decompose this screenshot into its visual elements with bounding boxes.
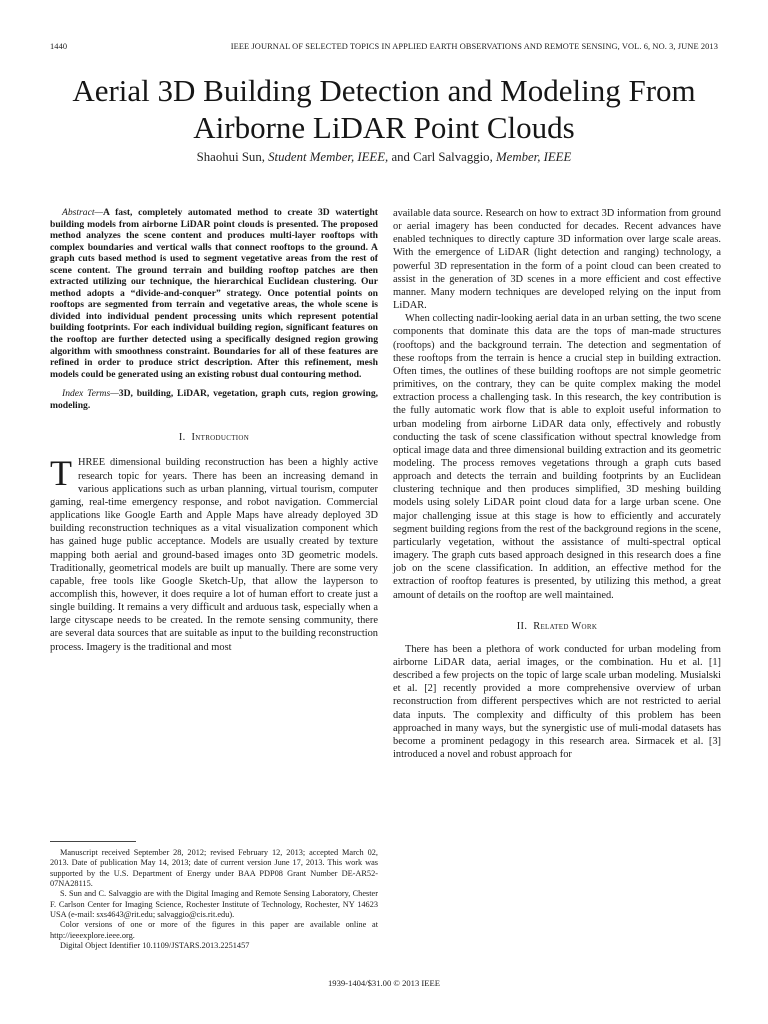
left-column (50, 207, 378, 654)
copyright-footer: 1939-1404/$31.00 © 2013 IEEE (327, 978, 441, 988)
author-conjunction: and (391, 150, 410, 164)
footnote-manuscript: Manuscript received September 28, 2012; revised February 12, 2013; accepted March 02, 2013. Date of publication May 14, 2013; date of current version June 17, 2013. This work was supported by the U.S. Department of Energy under BAA PDP08 Grant Number DE-AR52-07NA28115. (50, 848, 378, 889)
author-role: Student Member, IEEE, (268, 150, 389, 164)
journal-name: IEEE JOURNAL OF SELECTED TOPICS IN APPLIED EARTH OBSERVATIONS AND REMOTE SENSING, VOL. 6, NO. 3, JUNE 2013 (230, 42, 718, 51)
intro-paragraph-continued: available data source. Research on how to extract 3D information from ground or aerial imagery has been conducted for decades. Recent advances have enabled techniques to directly capture 3D information over large scale areas. With the emergence of LiDAR (light detection and ranging) technology, a powerful 3D representation in the form of a point cloud can been created to assist in the generation of 3D scenes in a more efficient and cost effective manner. Many modern techniques are developed relying on the input from LiDAR. (393, 208, 721, 312)
abstract-lead: Abstract— (62, 207, 104, 218)
abstract (50, 207, 378, 380)
related-paragraph: There has been a plethora of work conducted for urban modeling from airborne LiDAR data, aerial images, or the combination. Hu et al. [1] described a few projects on the topic of large scale urban modeling. Musialski et al. [2] recently provided a more comprehensive overview of urban reconstruction from different perspectives which are not restricted to aerial data inputs. The complexity and difficulty of this problem has been approached in many ways, but the synergistic use of muli-modal datasets has become a prominent pedagogy in this research area. Sirmacek et al. [3] introduced a novel and robust approach for (393, 643, 721, 761)
section-number: II. (516, 620, 528, 632)
author-name: Carl Salvaggio, (413, 150, 493, 164)
abstract-text: A fast, completely automated method to create 3D watertight building models from airborne LiDAR point clouds is presented. The proposed method analyzes the scene content and produces multi-layer rooftops with complex boundaries and vertical walls that connect rooftops to the ground. A graph cuts based method is used to segment vegetative areas from the rest of scene content. The ground terrain and building rooftop patches are then extracted utilizing our technique, the hierarchical Euclidean clustering. Our method adopts a “divide-and-conquer” strategy. Once potential points on rooftops are segmented from terrain and vegetative areas, the whole scene is divided into individual pendent processing units which represent potential building footprints. For each individual building region, significant features on the rooftop are further detected using a specifically designed region growing algorithm with smoothness constraint. Boundaries for all of these features are refined in order to produce strict description. After this refinement, mesh models could be generated using an existing robust dual contouring method. (50, 207, 378, 380)
author-role: Member, IEEE (495, 150, 572, 164)
right-column (393, 207, 721, 761)
author-line (40, 150, 728, 165)
index-terms-text: 3D, building, LiDAR, vegetation, graph cuts, region growing, modeling. (50, 388, 379, 411)
page-number: 1440 (50, 42, 68, 51)
section-title: Introduction (191, 432, 250, 444)
footnotes (50, 831, 378, 951)
footnote-color: Color versions of one or more of the figures in this paper are available online at http://ieeexplore.ieee.org. (50, 920, 378, 940)
intro-paragraph-2: When collecting nadir-looking aerial data in an urban setting, the two scene components that dominate this data are the tops of man-made structures (rooftops) and the background terrain. The detection and segmentation of these rooftops from the terrain is hence a crucial step in building extraction. Often times, the outlines of these building rooftops are not simple geometric primitives, on the contrary, they can be quite complex making the model extraction process a challenging task. In this research, the key contribution is the fully automatic work flow that is able to exploit useful information to urban modeling from airborne LiDAR data only, effectively and robustly conducting the task of scene classification without spectral knowledge from optical image data and three dimensional building extraction and its geometric modeling. The process removes vegetations through a graph cuts based approach and detects the terrain and building footprints by an Euclidean clustering technique and then produces simplified, 3D meshing building models using solely LiDAR point cloud data for a large urban scene. One major challenging issue at this stage is how to efficiently and accurately segment building regions from the rest of the background regions in the scene, particularly vegetation, without the assistance of multi-spectral optical imagery. The graph cuts based approach designed in this research does a fine job on the scene classification. In addition, an effective method for the extraction of rooftop features is presented, by utilizing this method, a great amount of details on the rooftop are well maintained. (393, 313, 721, 601)
drop-cap: T (50, 453, 72, 494)
footnote-affiliation: S. Sun and C. Salvaggio are with the Digital Imaging and Remote Sensing Laboratory, Chester F. Carlson Center for Imaging Science, Rochester Institute of Technology, Rochester, NY 14623 USA (e-mail: sxs4643@rit.edu; salvaggio@cis.rit.edu). (50, 889, 378, 920)
section-title: Related Work (533, 620, 598, 632)
section-heading-introduction (50, 431, 378, 444)
index-terms-lead: Index Terms— (62, 388, 119, 400)
footnote-rule (50, 841, 136, 842)
author-name: Shaohui Sun, (196, 150, 265, 164)
footnote-doi: Digital Object Identifier 10.1109/JSTARS.2013.2251457 (60, 941, 250, 951)
intro-paragraph-text: HREE dimensional building reconstruction has been a highly active research topic for years. There has been an increasing demand in various applications such as urban planning, virtual tourism, computer gaming, real-time emergency response, and robot navigation. Commercial applications like Google Earth and Apple Maps have already deployed 3D building reconstruction techniques as a vital visualization component which has gained huge public acceptance. Models are usually created by texture mapping both aerial and ground-based images onto 3D geometric models. Traditionally, geometrical models are built up manually. There are some very capable, free tools like Google Sketch-Up, that allow the layperson to accomplish this, however, it does require a lot of human effort to create just a single building. It remains a very difficult and arduous task, especially when a large cityscape needs to be created. In the remote sensing community, there are several data sources that are suitable as input to the building reconstruction process. Imagery is the traditional and most (50, 457, 378, 653)
intro-paragraph (50, 453, 378, 653)
section-number: I. (178, 432, 186, 444)
paper-title: Aerial 3D Building Detection and Modeling From Airborne LiDAR Point Clouds (72, 73, 696, 145)
section-heading-related-work (393, 620, 721, 633)
index-terms (50, 388, 378, 411)
